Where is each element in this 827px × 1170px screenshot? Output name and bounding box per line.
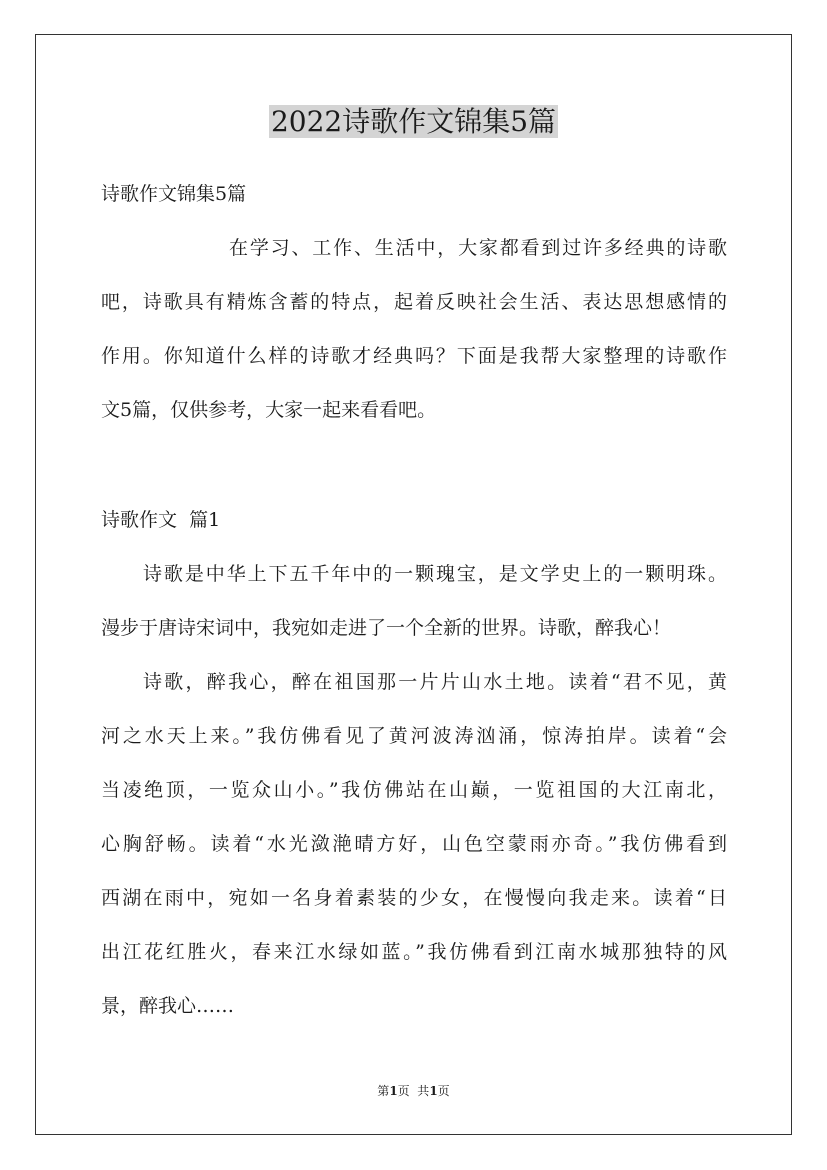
para2-line-6: 出江花红胜火，春来江水绿如蓝。”我仿佛看到江南水城那独特的风 xyxy=(101,941,727,963)
para2-line-1: 诗歌，醉我心，醉在祖国那一片片山水土地。读着“君不见，黄 xyxy=(143,671,727,693)
document-title-text: 2022诗歌作文锦集5篇 xyxy=(270,105,557,138)
intro-line-3: 作用。你知道什么样的诗歌才经典吗？下面是我帮大家整理的诗歌作 xyxy=(101,345,727,367)
para2-line-5: 西湖在雨中，宛如一名身着素装的少女，在慢慢向我走来。读着“日 xyxy=(101,887,727,909)
footer-page-total: 1 xyxy=(429,1084,438,1098)
footer-mid: 页 共 xyxy=(397,1084,430,1098)
document-title xyxy=(0,102,827,142)
para2-line-7: 景，醉我心…… xyxy=(101,995,235,1017)
footer-page-number: 1 xyxy=(389,1084,398,1098)
page-footer xyxy=(0,1083,827,1099)
document-subtitle: 诗歌作文锦集5篇 xyxy=(101,183,247,205)
footer-prefix: 第 xyxy=(377,1084,390,1098)
para2-line-4: 心胸舒畅。读着“水光潋滟晴方好，山色空蒙雨亦奇。”我仿佛看到 xyxy=(101,833,727,855)
para1-line-2: 漫步于唐诗宋词中，我宛如走进了一个全新的世界。诗歌，醉我心！ xyxy=(101,617,672,639)
intro-line-4: 文5篇，仅供参考，大家一起来看看吧。 xyxy=(101,399,437,421)
para2-line-2: 河之水天上来。”我仿佛看见了黄河波涛汹涌，惊涛拍岸。读着“会 xyxy=(101,725,727,747)
footer-suffix: 页 xyxy=(437,1084,450,1098)
section-heading: 诗歌作文 篇1 xyxy=(101,509,221,531)
intro-line-2: 吧，诗歌具有精炼含蓄的特点，起着反映社会生活、表达思想感情的 xyxy=(101,291,727,313)
para1-line-1: 诗歌是中华上下五千年中的一颗瑰宝，是文学史上的一颗明珠。 xyxy=(143,563,727,585)
intro-line-1: 在学习、工作、生活中，大家都看到过许多经典的诗歌 xyxy=(229,237,727,259)
para2-line-3: 当凌绝顶，一览众山小。”我仿佛站在山巅，一览祖国的大江南北， xyxy=(101,779,727,801)
